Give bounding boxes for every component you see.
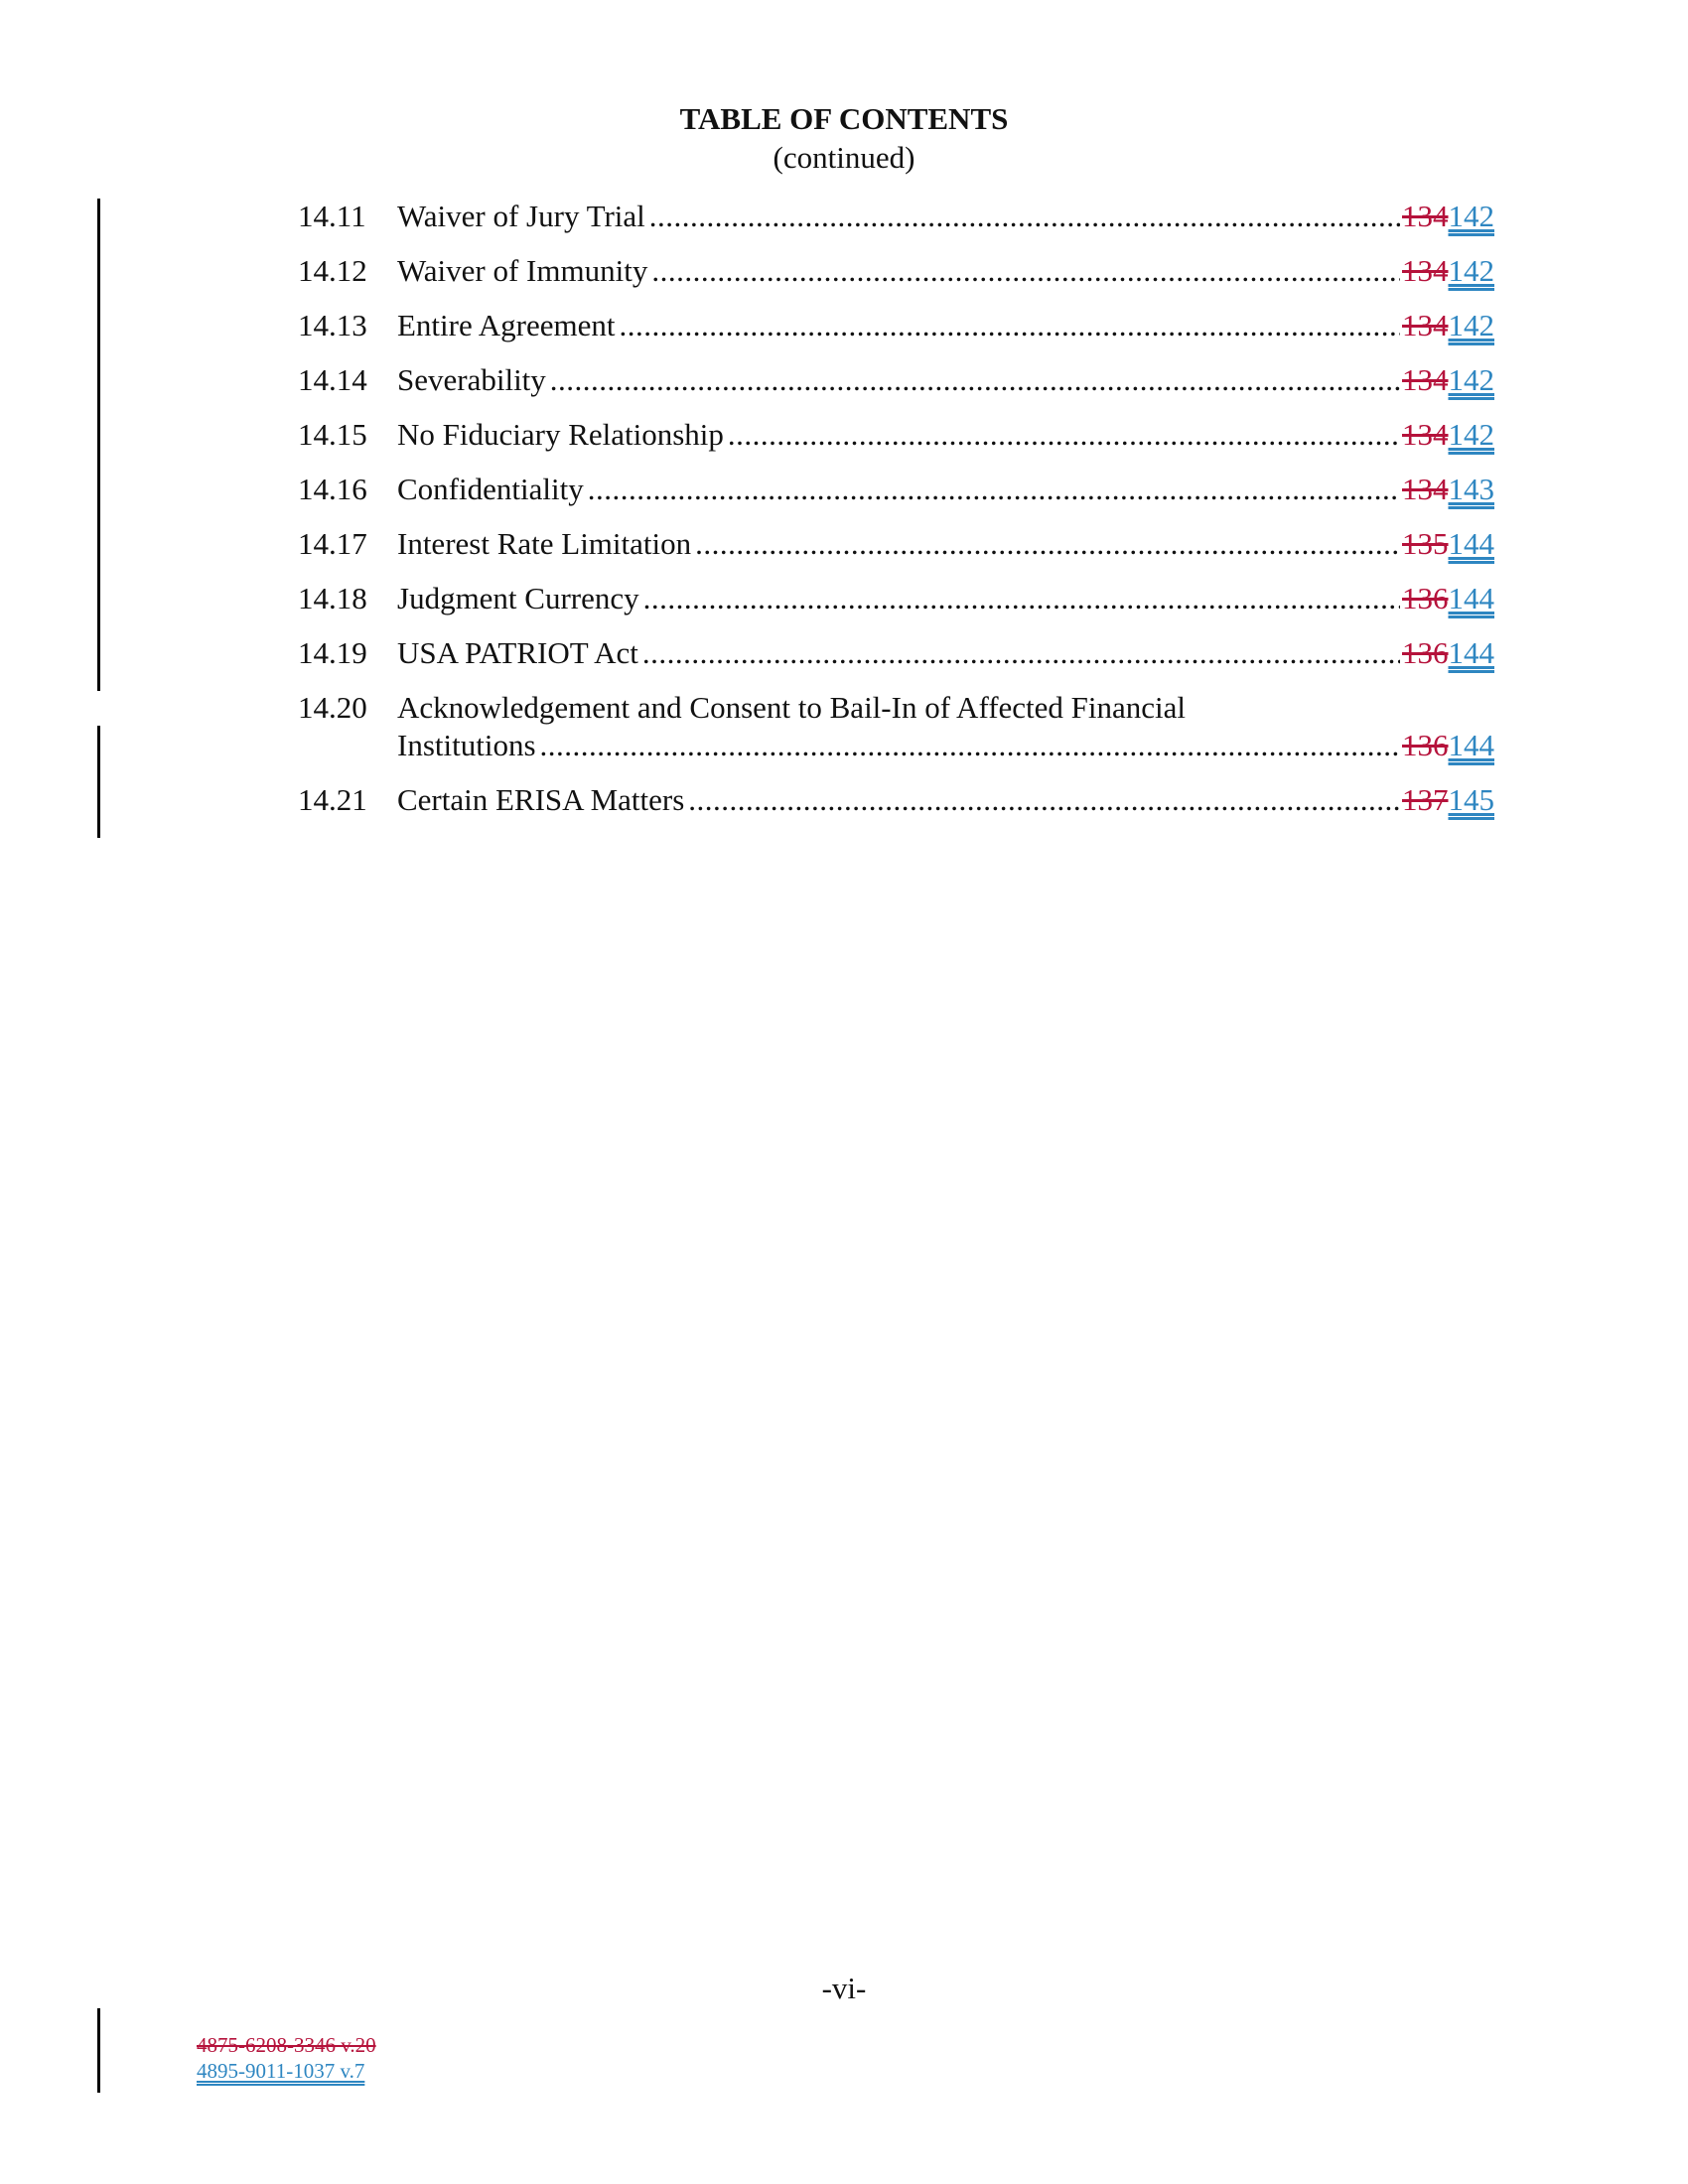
section-title: No Fiduciary Relationship [397, 417, 724, 452]
section-title: Entire Agreement [397, 308, 616, 342]
page-number: -vi- [821, 1971, 867, 2005]
old-page-number: 134 [1402, 362, 1449, 397]
toc-heading [0, 99, 1688, 177]
old-page-number: 136 [1402, 635, 1449, 670]
section-title: Waiver of Immunity [397, 253, 648, 288]
section-number: 14.15 [298, 417, 367, 452]
section-title: Confidentiality [397, 472, 584, 506]
section-title: Judgment Currency [397, 581, 639, 615]
dot-leader [642, 635, 1400, 671]
change-bar [97, 726, 100, 838]
new-page-number[interactable]: 144 [1448, 581, 1494, 615]
old-page-number: 134 [1402, 308, 1449, 342]
new-page-number[interactable]: 142 [1448, 362, 1494, 397]
dot-leader [651, 253, 1400, 289]
section-number: 14.17 [298, 526, 367, 561]
change-bar [97, 199, 100, 691]
toc-entry[interactable] [298, 304, 1494, 358]
toc-entry[interactable] [298, 249, 1494, 304]
dot-leader [688, 782, 1400, 818]
section-title: Waiver of Jury Trial [397, 199, 645, 233]
toc-entry[interactable] [298, 413, 1494, 468]
section-title: Certain ERISA Matters [397, 782, 685, 817]
dot-leader [643, 581, 1400, 616]
dot-leader [695, 526, 1400, 562]
section-number: 14.13 [298, 308, 367, 342]
new-page-number[interactable]: 144 [1448, 635, 1494, 670]
section-number: 14.14 [298, 362, 367, 397]
section-title: USA PATRIOT Act [397, 635, 638, 670]
section-title: Interest Rate Limitation [397, 526, 692, 561]
old-page-number: 135 [1402, 526, 1449, 561]
section-number: 14.18 [298, 581, 367, 615]
toc-entry[interactable] [298, 778, 1494, 833]
section-number: 14.16 [298, 472, 367, 506]
dot-leader [649, 199, 1400, 234]
toc-entry[interactable] [298, 631, 1494, 686]
section-number: 14.20 [298, 690, 367, 725]
toc-entry[interactable] [298, 195, 1494, 249]
old-page-number: 134 [1402, 472, 1449, 506]
section-number: 14.11 [298, 199, 366, 233]
change-bar [97, 2008, 100, 2093]
toc-entry[interactable] [298, 358, 1494, 413]
new-page-number[interactable]: 142 [1448, 417, 1494, 452]
toc-entry[interactable] [298, 686, 1494, 778]
section-title: Institutions [397, 728, 536, 762]
section-number: 14.19 [298, 635, 367, 670]
toc-entry[interactable] [298, 522, 1494, 577]
new-page-number[interactable]: 142 [1448, 308, 1494, 342]
dot-leader [588, 472, 1400, 507]
new-document-id: 4895-9011-1037 v.7 [197, 2059, 365, 2083]
old-page-number: 134 [1402, 199, 1449, 233]
section-title-line1: Acknowledgement and Consent to Bail-In of Affected Financial [397, 690, 1187, 725]
old-page-number: 137 [1402, 782, 1449, 817]
dot-leader [540, 728, 1400, 763]
toc-title: TABLE OF CONTENTS [679, 101, 1009, 136]
new-page-number[interactable]: 144 [1448, 728, 1494, 762]
toc-list [298, 195, 1494, 833]
new-page-number[interactable]: 142 [1448, 253, 1494, 288]
old-page-number: 134 [1402, 417, 1449, 452]
dot-leader [550, 362, 1400, 398]
old-page-number: 134 [1402, 253, 1449, 288]
new-page-number[interactable]: 142 [1448, 199, 1494, 233]
toc-entry[interactable] [298, 468, 1494, 522]
dot-leader [728, 417, 1400, 453]
toc-subtitle: (continued) [773, 140, 915, 175]
new-page-number[interactable]: 145 [1448, 782, 1494, 817]
old-page-number: 136 [1402, 728, 1449, 762]
dot-leader [620, 308, 1401, 343]
new-page-number[interactable]: 144 [1448, 526, 1494, 561]
section-number: 14.12 [298, 253, 367, 288]
section-number: 14.21 [298, 782, 367, 817]
new-page-number[interactable]: 143 [1448, 472, 1494, 506]
old-document-id: 4875-6208-3346 v.20 [197, 2033, 376, 2057]
section-title: Severability [397, 362, 546, 397]
toc-entry[interactable] [298, 577, 1494, 631]
old-page-number: 136 [1402, 581, 1449, 615]
